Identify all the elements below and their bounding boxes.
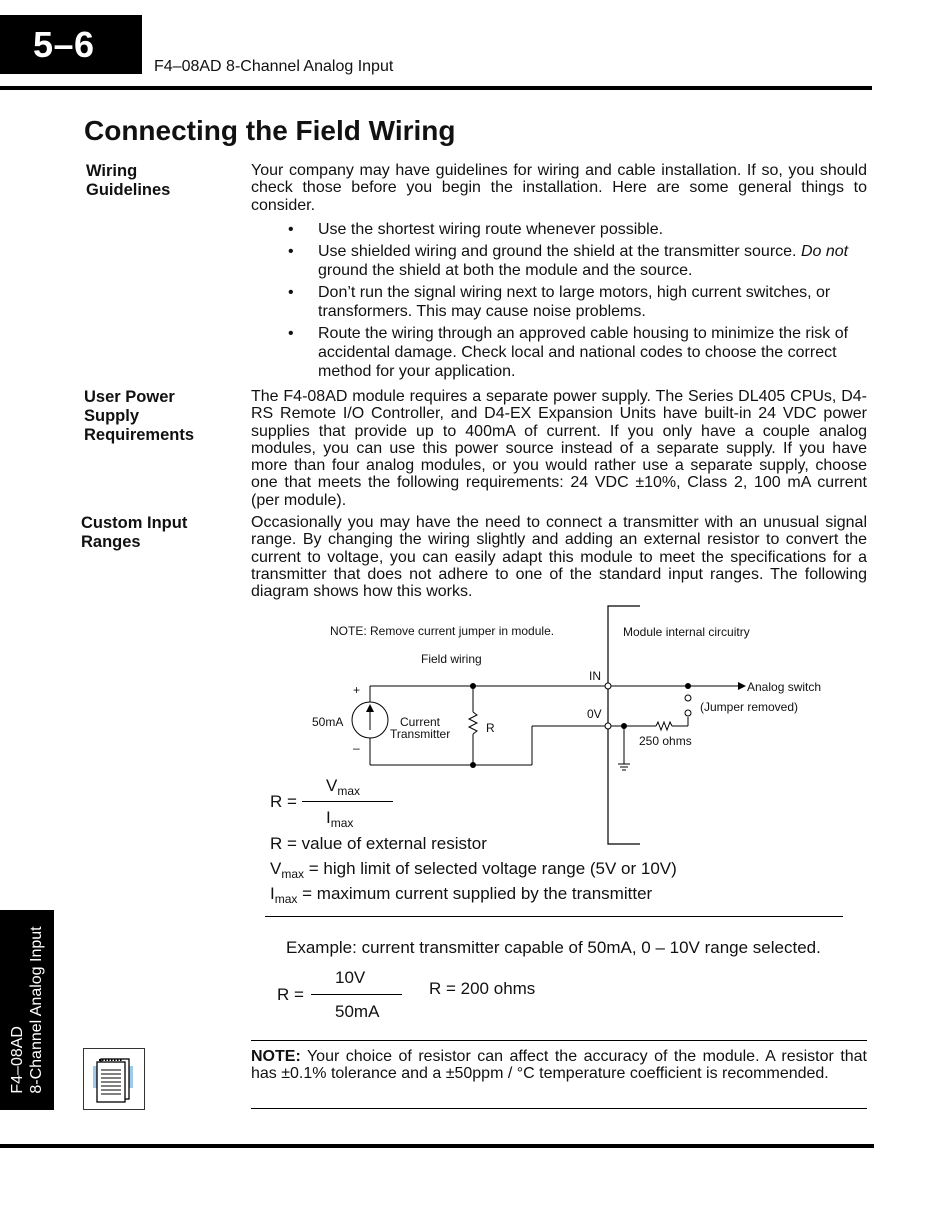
module-label: Module internal circuitry — [623, 625, 750, 639]
arrow-icon — [738, 682, 746, 690]
bullet-emphasis: Do not — [800, 243, 849, 260]
source-current-label: 50mA — [312, 715, 344, 729]
definition-i: I — [270, 884, 275, 903]
formula-i-sub: max — [330, 816, 354, 830]
jumper-contact-icon — [685, 710, 691, 716]
custom-ranges-text: Occasionally you may have the need to connect a transmitter with an unusual signal range. By changing the wiring slightly and adding an external resistor to convert the current to voltage, you can easily adapt this module to meet the specifications for a transmitter that does not adhere to one of the standard input ranges. The following diagram shows how this works. — [251, 514, 867, 601]
note-body: Your choice of resistor can affect the accuracy of the module. A resistor that has ±0.1% tolerance and a ±50ppm / °C temperature coefficient is recommended. — [251, 1048, 867, 1083]
footer-rule — [0, 1144, 874, 1148]
bullet-text: Route the wiring through an approved cable housing to minimize the risk of accidental damage. Check local and national codes to choose the correct method for your application. — [318, 325, 849, 380]
zero-v-label: 0V — [587, 707, 602, 721]
definition-imax — [270, 884, 652, 906]
list-item — [251, 324, 867, 381]
in-terminal-icon — [605, 683, 611, 689]
definition-i-text: = maximum current supplied by the transmitter — [297, 884, 653, 903]
plus-label: + — [353, 683, 361, 697]
jumper-removed-label: (Jumper removed) — [700, 700, 799, 714]
formula-v-sub: max — [337, 784, 361, 798]
header-rule — [0, 86, 872, 90]
formula-v: V — [326, 776, 338, 795]
note-text — [251, 1048, 867, 1083]
bullet-text: Use shielded wiring and ground the shield at the transmitter source. — [318, 243, 801, 260]
side-tab-line2: 8-Channel Analog Input — [28, 926, 45, 1094]
note-top-rule — [251, 1040, 867, 1041]
running-title: F4–08AD 8-Channel Analog Input — [154, 58, 394, 75]
wiring-guidelines-intro: Your company may have guidelines for wiring and cable installation. If so, you should check those before you begin the installation. Here are some general things to consider. — [251, 162, 867, 214]
zero-v-terminal-icon — [605, 723, 611, 729]
transmitter-label-line1: Current — [400, 715, 441, 729]
resistor-icon — [469, 712, 477, 734]
list-item — [251, 242, 867, 280]
user-power-heading: User Power Supply Requirements — [84, 388, 195, 444]
diagram-note: NOTE: Remove current jumper in module. — [330, 624, 555, 638]
in-label: IN — [589, 669, 601, 683]
example-denominator: 50mA — [335, 1002, 380, 1021]
page-number-tab — [0, 15, 142, 74]
page-number: 5–6 — [33, 23, 95, 65]
example-fraction-bar — [311, 994, 402, 995]
note-label: NOTE: — [251, 1048, 301, 1065]
transmitter-label-line2: Transmitter — [390, 727, 451, 741]
jumper-contact-icon — [685, 695, 691, 701]
resistor-label: R — [486, 721, 495, 735]
wiring-guidelines-heading: Wiring Guidelines — [86, 162, 171, 199]
example-divider — [265, 916, 843, 917]
example-numerator: 10V — [335, 968, 366, 987]
definition-v-text: = high limit of selected voltage range (5V or 10V) — [304, 859, 677, 878]
list-item — [251, 283, 867, 321]
definition-v-sub: max — [281, 867, 305, 881]
section-title: Connecting the Field Wiring — [84, 115, 456, 146]
formula-lhs: R = — [270, 792, 297, 811]
internal-resistor-icon — [656, 722, 672, 730]
note-bottom-rule — [251, 1108, 867, 1109]
bullet-text: ground the shield at both the module and the source. — [318, 262, 693, 279]
user-power-text: The F4-08AD module requires a separate power supply. The Series DL405 CPUs, D4-RS Remote I/O Controller, and D4-EX Expansion Units have built-in 24 VDC power supplies that provide up to 400mA of current. If you only have a couple analog modules, you can use this power source instead of a separate supply. If you have more than four analog modules, or you would rather use a separate supply, choose one that meets the following requirements: 24 VDC ±10%, Class 2, 100 mA current (per module). — [251, 388, 867, 509]
example-text: Example: current transmitter capable of 50mA, 0 – 10V range selected. — [286, 938, 821, 957]
formula-denominator — [326, 808, 353, 830]
analog-switch-label: Analog switch — [747, 680, 822, 694]
side-tab-label — [8, 926, 46, 1093]
example-result: R = 200 ohms — [429, 979, 536, 998]
minus-label: – — [353, 741, 360, 755]
definition-vmax — [270, 859, 677, 881]
list-item — [251, 220, 867, 239]
custom-ranges-heading: Custom Input Ranges — [81, 514, 188, 551]
definition-i-sub: max — [274, 892, 298, 906]
definition-v: V — [270, 859, 282, 878]
wiring-guidelines-list — [251, 220, 867, 384]
example-lhs: R = — [277, 985, 304, 1004]
bullet-text: Use the shortest wiring route whenever possible. — [318, 221, 664, 238]
formula-i: I — [326, 808, 331, 827]
ohms-label: 250 ohms — [639, 734, 692, 748]
formula-numerator — [326, 776, 360, 798]
chapter-side-tab — [0, 910, 54, 1110]
notepad-icon — [83, 1048, 145, 1110]
fraction-bar — [302, 801, 393, 802]
side-tab-line1: F4–08AD — [9, 1026, 26, 1094]
bullet-text: Don’t run the signal wiring next to large motors, high current switches, or transformers. This may cause noise problems. — [318, 284, 831, 320]
definition-r: R = value of external resistor — [270, 834, 487, 853]
field-wiring-label: Field wiring — [421, 652, 482, 666]
